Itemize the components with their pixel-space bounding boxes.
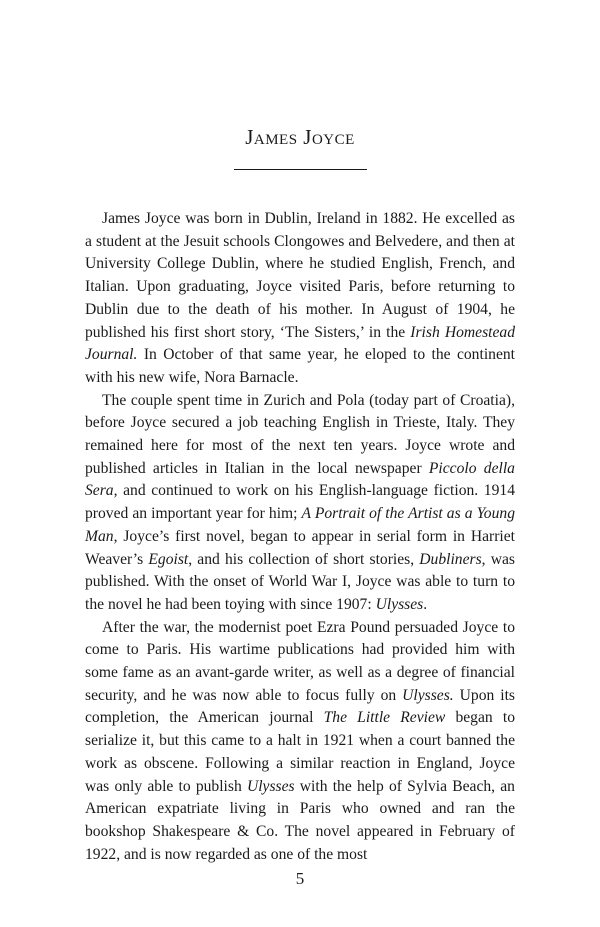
chapter-title: James Joyce: [245, 125, 355, 149]
text-run: with the help of Sylvia Beach, an American expatriate living in Paris who owned and ran the bookshop Shakespeare & Co. The novel appeared in February of 1922, and is now regarded as one of the most: [85, 777, 515, 863]
italic-text-run: The Little Review: [323, 709, 446, 727]
text-run: In October of that same year, he eloped to the continent with his new wife, Nora Barnacle.: [85, 346, 515, 386]
text-run: .: [423, 595, 428, 613]
italic-text-run: Ulysses.: [402, 686, 454, 704]
text-run: , Joyce’s first novel, began to appear in serial form in Harriet Weaver’s: [85, 527, 515, 568]
text-run: After the war, the modernist poet Ezra Pound persuaded Joyce to come to Paris. His wartime publications had provided him with some fame as an avant-garde writer, as well as a degree of financial security, and he was now able to focus fully on: [85, 618, 515, 704]
text-run: began to serialize it, but this came to a halt in 1921 when a court banned the work as obscene. Following a similar reaction in England, Joyce was only able to publish: [85, 709, 515, 795]
page-number: 5: [295, 869, 305, 888]
text-run: James Joyce was born in Dublin, Ireland in 1882. He excelled as a student at the Jesuit schools Clongowes and Belvedere, and then at University College Dublin, where he studied English, French, and Italian. Upon graduating, Joyce visited Paris, before returning to Dublin due to the death of his mother. In August of 1904, he published his first short story, ‘The Sisters,’ in the: [85, 210, 515, 341]
title-rule: [234, 169, 367, 170]
paragraph-3: [85, 617, 515, 867]
body-text: [85, 208, 515, 866]
paragraph-2: [85, 390, 515, 617]
italic-text-run: Irish Homestead Journal.: [85, 323, 515, 364]
italic-text-run: Egoist: [148, 550, 189, 568]
text-run: and continued to work on his English-language fiction. 1914 proved an important year for him;: [85, 482, 515, 523]
italic-text-run: Dubliners: [419, 550, 482, 568]
italic-text-run: Ulysses: [246, 777, 295, 795]
italic-text-run: Ulysses: [375, 595, 424, 613]
text-run: Upon its completion, the American journal: [85, 686, 515, 727]
text-run: , and his collection of short stories,: [188, 550, 420, 568]
italic-text-run: Piccolo della Sera,: [85, 459, 515, 500]
text-run: The couple spent time in Zurich and Pola (today part of Croatia), before Joyce secured a job teaching English in Trieste, Italy. They remained here for most of the next ten years. Joyce wrote and published articles in Italian in the local newspaper: [85, 391, 515, 477]
paragraph-1: [85, 208, 515, 390]
italic-text-run: A Portrait of the Artist as a Young Man: [85, 505, 515, 545]
text-run: , was published. With the onset of World War I, Joyce was able to turn to the novel he had been toying with since 1907:: [85, 550, 515, 613]
